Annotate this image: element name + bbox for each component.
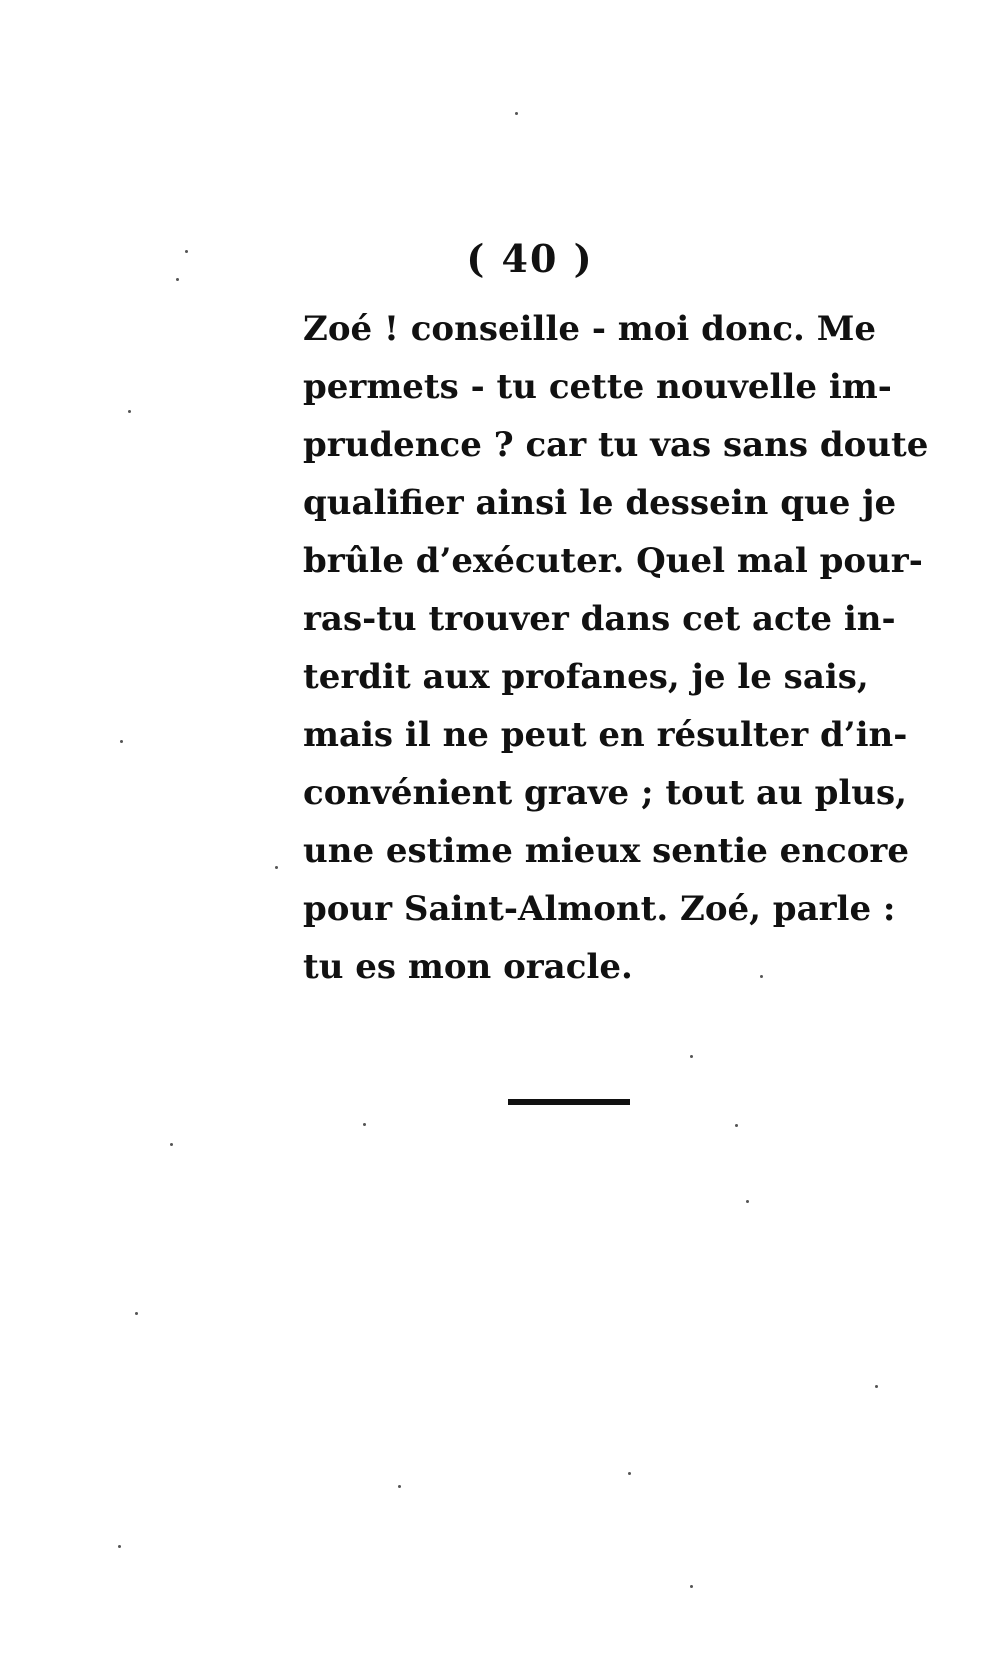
speck <box>690 1585 693 1588</box>
text-line: une estime mieux sentie encore <box>303 831 909 871</box>
speck <box>690 1055 693 1058</box>
text-line: brûle d’exécuter. Quel mal pour- <box>303 541 923 581</box>
text-line: ras-tu trouver dans cet acte in- <box>303 599 896 639</box>
speck <box>128 410 131 413</box>
speck <box>363 1123 366 1126</box>
text-line: tu es mon oracle. <box>303 947 633 987</box>
speck <box>875 1385 878 1388</box>
section-divider <box>508 1099 630 1105</box>
text-line: terdit aux profanes, je le sais, <box>303 657 869 697</box>
speck <box>176 278 179 281</box>
speck <box>515 112 518 115</box>
text-line: mais il ne peut en résulter d’in- <box>303 715 908 755</box>
text-line: permets - tu cette nouvelle im- <box>303 367 892 407</box>
text-line: qualifier ainsi le dessein que je <box>303 483 897 523</box>
speck <box>118 1545 121 1548</box>
body-text <box>303 300 929 996</box>
text-line: Zoé ! conseille - moi donc. Me <box>303 309 876 349</box>
speck <box>735 1124 738 1127</box>
speck <box>760 975 763 978</box>
text-line: prudence ? car tu vas sans doute <box>303 425 929 465</box>
speck <box>135 1312 138 1315</box>
speck <box>398 1485 401 1488</box>
speck <box>120 740 123 743</box>
text-line: convénient grave ; tout au plus, <box>303 773 907 813</box>
text-line: pour Saint-Almont. Zoé, parle : <box>303 889 896 929</box>
speck <box>170 1143 173 1146</box>
speck <box>746 1200 749 1203</box>
page-number: ( 40 ) <box>466 236 594 281</box>
speck <box>185 250 188 253</box>
speck <box>275 866 278 869</box>
speck <box>628 1472 631 1475</box>
